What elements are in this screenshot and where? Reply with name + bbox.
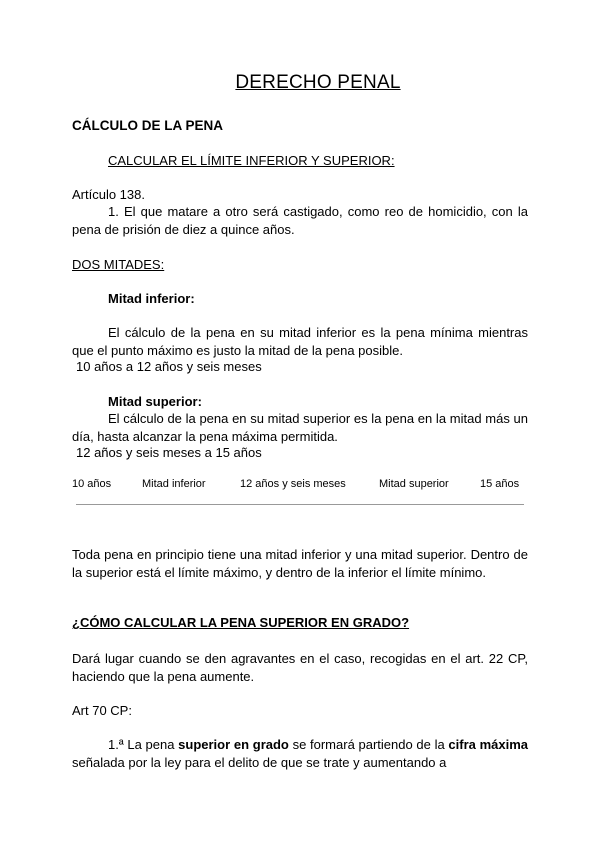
art70-text: señalada por la ley para el delito de que se trate y aumentando a: [72, 754, 447, 770]
art70-bold-cifra: cifra máxima: [448, 737, 529, 752]
mitad-inferior-heading: Mitad inferior:: [108, 291, 195, 306]
art70-bold-superior: superior en grado: [178, 737, 289, 752]
mitad-superior-range: 12 años y seis meses a 15 años: [76, 445, 262, 460]
question-heading: ¿CÓMO CALCULAR LA PENA SUPERIOR EN GRADO?: [72, 615, 410, 630]
art70-label: Art 70 CP:: [72, 703, 132, 718]
scale-line: [76, 504, 524, 505]
mitad-superior-heading: Mitad superior:: [108, 394, 202, 409]
article-text: 1. El que matare a otro será castigado, como reo de homicidio, con la pena de prisión de diez a quince años.: [72, 204, 528, 237]
art70-number: 1.ª: [108, 737, 124, 752]
scale-label: 10 años: [72, 478, 112, 490]
art70-text: se formará partiendo de la: [288, 737, 449, 752]
scale-label: 15 años: [480, 478, 520, 490]
art70-paragraph: [72, 736, 528, 771]
scale-label: 12 años y seis meses: [240, 478, 346, 490]
mitad-inferior-text: El cálculo de la pena en su mitad inferior es la pena mínima mientras que el punto máximo es justo la mitad de la pena posible.: [72, 325, 528, 358]
scale-label: Mitad superior: [379, 478, 449, 490]
document-title: DERECHO PENAL: [235, 72, 401, 93]
summary-paragraph: Toda pena en principio tiene una mitad inferior y una mitad superior. Dentro de la superior está el límite máximo, y dentro de la inferior el límite mínimo.: [72, 547, 528, 580]
question-paragraph: Dará lugar cuando se den agravantes en el caso, recogidas en el art. 22 CP, haciendo que la pena aumente.: [72, 651, 528, 684]
scale-label: Mitad inferior: [142, 478, 206, 490]
dos-mitades-heading: DOS MITADES:: [72, 257, 165, 272]
section-heading: CÁLCULO DE LA PENA: [72, 118, 223, 133]
mitad-inferior-range: 10 años a 12 años y seis meses: [76, 359, 262, 374]
mitad-superior-text: El cálculo de la pena en su mitad superior es la pena en la mitad más un día, hasta alcanzar la pena máxima permitida.: [72, 411, 528, 444]
subheading: CALCULAR EL LÍMITE INFERIOR Y SUPERIOR:: [108, 153, 395, 168]
art70-text: La pena: [123, 737, 179, 752]
article-label: Artículo 138.: [72, 187, 145, 202]
penalty-scale: [72, 478, 528, 494]
